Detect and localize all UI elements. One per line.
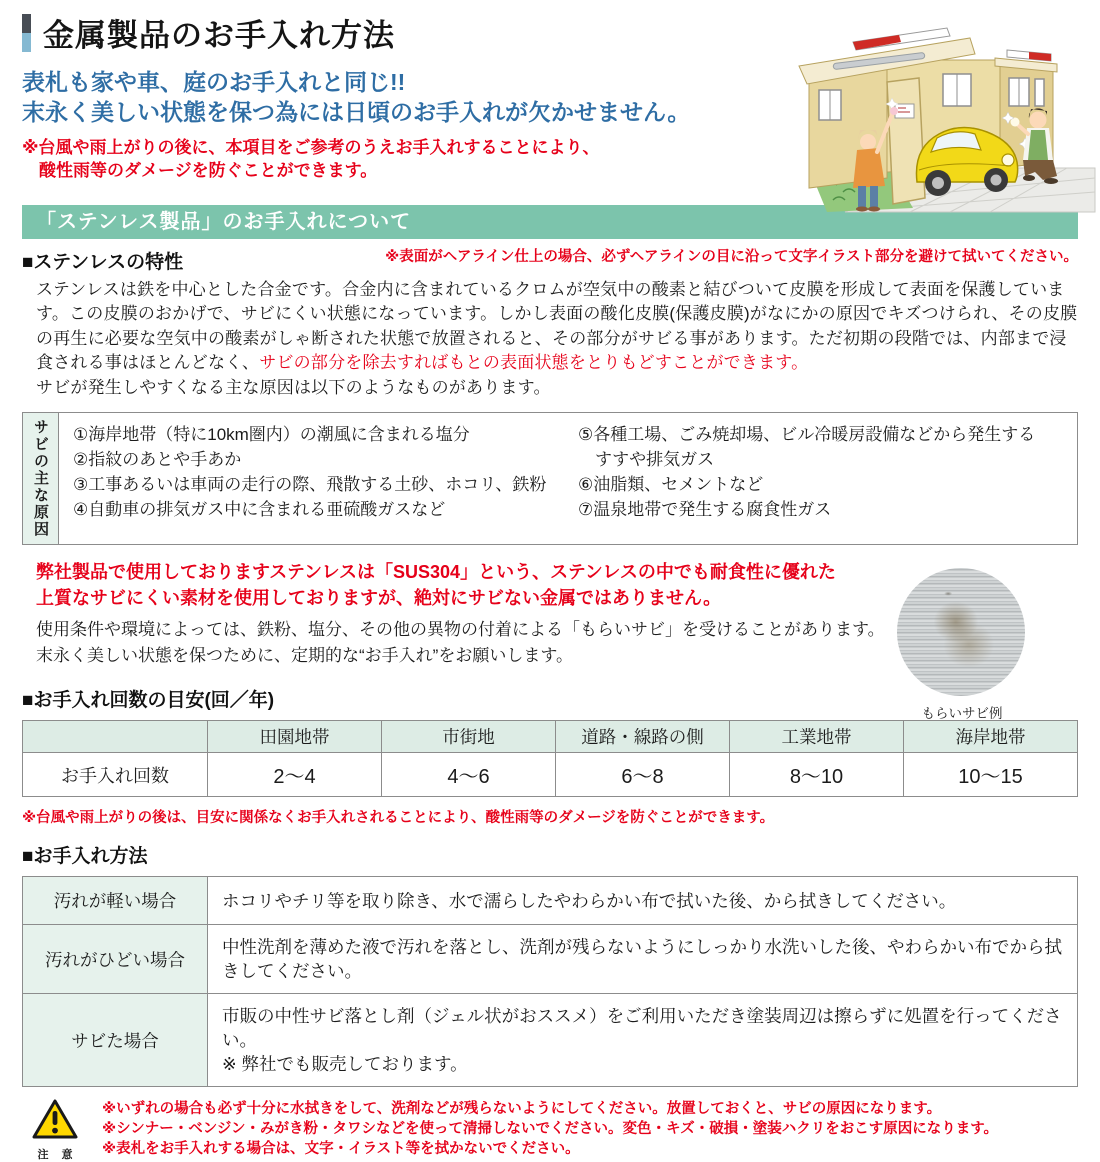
rust-sample	[897, 568, 1027, 722]
caution-label: 注 意	[37, 1149, 78, 1162]
paragraph-text: ステンレスは鉄を中心とした合金です。合金内に含まれているクロムが空気中の酸素と結びついて皮膜を形成して表面を保護しています。この皮膜のおかげで、サビにくい状態になっています。しかし表面の酸化皮膜(保護皮膜)がなにかの原因でキズつけられ、その皮膜の再生に必要な空気中の酸素がしゃ断された状態で放置されると、その部分がサビる事があります。ただ初期の段階では、内部まで浸食される事はほとんどなく、	[36, 279, 1078, 373]
rust-causes-label: サビの主な原因	[23, 413, 59, 544]
caution-section	[22, 1096, 1078, 1162]
frequency-value-5: 10〜15	[904, 753, 1078, 797]
rust-sample-image	[897, 568, 1025, 696]
frequency-row-label: お手入れ回数	[23, 753, 208, 797]
rust-causes-box	[22, 412, 1078, 545]
methods-heading: ■お手入れ方法	[22, 846, 148, 868]
caution-line-3: ※表札をお手入れする場合は、文字・イラスト等を拭かないでください。	[102, 1141, 580, 1158]
header-note-line1: ※台風や雨上がりの後に、本項目をご参考のうえお手入れすることにより、	[22, 137, 600, 157]
emphasized-oteire: お手入れ	[364, 646, 433, 666]
characteristics-heading: ■ステンレスの特性	[22, 251, 184, 273]
method-row-light-dirt	[23, 877, 1078, 925]
cause-item-2: ②指紋のあとや手あか	[73, 450, 242, 470]
method-text-light-dirt: ホコリやチリ等を取り除き、水で濡らしたやわらかい布で拭いた後、から拭きしてください。	[208, 877, 1078, 925]
sus-black-line2: 末永く美しい状態を保つために、定期的な“お手入れ”をお願いします。	[36, 646, 573, 666]
house-cleaning-illustration	[795, 20, 1095, 212]
cause-item-4: ④自動車の排気ガス中に含まれる亜硫酸ガスなど	[73, 500, 446, 520]
sus-red-line1: 弊社製品で使用しておりますステンレスは「SUS304」という、ステンレスの中でも耐食性に優れた	[36, 562, 836, 583]
frequency-header-1: 田園地帯	[208, 721, 382, 753]
frequency-header-4: 工業地帯	[730, 721, 904, 753]
frequency-header-2: 市街地	[382, 721, 556, 753]
section-banner: 「ステンレス製品」のお手入れについて	[22, 205, 1078, 239]
method-text-heavy-dirt: 中性洗剤を薄めた液で汚れを落とし、洗剤が残らないようにしっかり水洗いした後、やわらかい布でから拭きしてください。	[208, 925, 1078, 994]
cause-item-5: ⑤各種工場、ごみ焼却場、ビル冷暖房設備などから発生する	[578, 425, 1036, 445]
emphasized-morai-sabi: もらいサビ	[580, 620, 665, 640]
paragraph-closing: サビが発生しやすくなる主な原因は以下のようなものがあります。	[36, 377, 551, 397]
characteristics-paragraph	[22, 278, 1078, 401]
cause-item-1: ①海岸地帯（特に10km圏内）の潮風に含まれる塩分	[73, 425, 470, 445]
caution-icon-block	[22, 1096, 88, 1162]
method-text-rusted: 市販の中性サビ落とし剤（ジェル状がおススメ）をご利用いただき塗装周辺は擦らずに処置を行ってください。 ※ 弊社でも販売しております。	[208, 994, 1078, 1087]
frequency-heading: ■お手入れ回数の目安(回／年)	[22, 690, 275, 712]
method-row-rusted	[23, 994, 1078, 1087]
paragraph-red-text: サビの部分を除去すればもとの表面状態をとりもどすことができます。	[259, 353, 809, 373]
methods-table	[22, 876, 1078, 1087]
frequency-value-1: 2〜4	[208, 753, 382, 797]
cause-item-5-cont: すすや排気ガス	[578, 450, 715, 470]
rust-sample-caption: もらいサビ例	[921, 706, 1003, 721]
frequency-header-row	[23, 721, 1078, 753]
title-accent-bar	[22, 14, 31, 52]
rust-causes-left-column	[73, 422, 578, 535]
frequency-header-5: 海岸地帯	[904, 721, 1078, 753]
frequency-value-2: 4〜6	[382, 753, 556, 797]
method-text-rusted-note: ※ 弊社でも販売しております。	[222, 1054, 468, 1075]
cause-item-3: ③工事あるいは車両の走行の際、飛散する土砂、ホコリ、鉄粉	[73, 475, 547, 495]
sus304-section	[22, 559, 902, 669]
frequency-table	[22, 720, 1078, 797]
rust-causes-right-column	[578, 422, 1071, 535]
subtitle-line1: 表札も家や車、庭のお手入れと同じ!!	[22, 69, 406, 95]
frequency-value-3: 6〜8	[556, 753, 730, 797]
frequency-header-empty	[23, 721, 208, 753]
frequency-value-4: 8〜10	[730, 753, 904, 797]
cause-item-6: ⑥油脂類、セメントなど	[578, 475, 764, 495]
subtitle-line2: 末永く美しい状態を保つ為には日頃のお手入れが欠かせません。	[22, 99, 691, 126]
caution-line-1: ※いずれの場合も必ず十分に水拭きをして、洗剤などが残らないようにしてください。放置しておくと、サビの原因になります。	[102, 1101, 942, 1118]
page-title: 金属製品のお手入れ方法	[43, 18, 395, 53]
method-label-rusted: サビた場合	[23, 994, 208, 1087]
cause-item-7: ⑦温泉地帯で発生する腐食性ガス	[578, 500, 832, 520]
caution-lines	[102, 1096, 998, 1159]
sus-black-line1: 使用条件や環境によっては、鉄粉、塩分、その他の異物の付着による「もらいサビ」を受けることがあります。	[36, 620, 885, 640]
method-label-heavy-dirt: 汚れがひどい場合	[23, 925, 208, 994]
method-label-light-dirt: 汚れが軽い場合	[23, 877, 208, 925]
header-note-line2: 酸性雨等のダメージを防ぐことができます。	[22, 161, 378, 181]
caution-icon	[32, 1098, 78, 1140]
method-row-heavy-dirt	[23, 925, 1078, 994]
frequency-header-3: 道路・線路の側	[556, 721, 730, 753]
caution-line-2: ※シンナー・ベンジン・みがき粉・タワシなどを使って清掃しないでください。変色・キズ・破損・塗装ハクリをおこす原因になります。	[102, 1121, 999, 1138]
frequency-data-row	[23, 753, 1078, 797]
frequency-note: ※台風や雨上がりの後は、目安に関係なくお手入れされることにより、酸性雨等のダメージを防ぐことができます。	[22, 810, 775, 827]
hairline-note: ※表面がヘアライン仕上の場合、必ずヘアラインの目に沿って文字イラスト部分を避けて拭いてください。	[385, 248, 1078, 265]
sus-red-line2: 上質なサビにくい素材を使用しておりますが、絶対にサビない金属ではありません。	[36, 588, 722, 609]
